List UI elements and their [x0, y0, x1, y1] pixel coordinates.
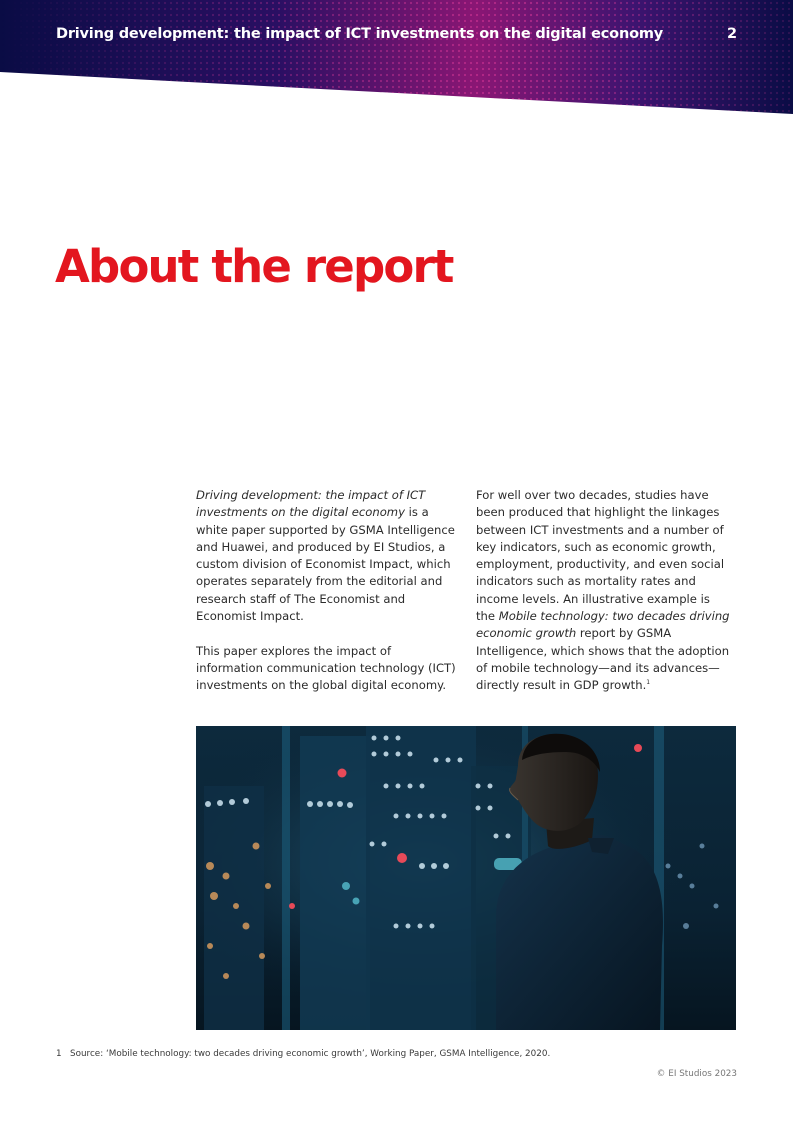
- scope-paragraph: This paper explores the impact of information communication technology (ICT) investments on the global digital economy.: [196, 643, 456, 693]
- footnote-text: Source: ‘Mobile technology: two decades driving economic growth’, Working Paper, GSMA Intelligence, 2020.: [70, 1049, 551, 1059]
- context-paragraph: [476, 487, 731, 695]
- page-number: 2: [727, 26, 738, 42]
- intro-paragraph-text: is a white paper supported by GSMA Intelligence and Huawei, and produced by EI Studios, a custom division of Economist Impact, which operates separately from the editorial and research staff of The Economist and Economist Impact.: [196, 505, 455, 624]
- man-overlooking-city-photo: [196, 726, 736, 1030]
- cited-report-title-italic: Mobile technology: two decades driving economic growth: [476, 609, 730, 641]
- copyright-notice: © EI Studios 2023: [656, 1069, 737, 1079]
- context-paragraph-start: For well over two decades, studies have been produced that highlight the linkages between ICT investments and a number of key indicators, such as economic growth, employment, productivity, and even social indicators such as mortality rates and income levels. An illustrative example is the: [476, 488, 725, 624]
- body-column-left: [196, 487, 461, 712]
- city-night-photo-graphic: [196, 726, 736, 1030]
- intro-paragraph: [196, 487, 461, 625]
- footnote-marker[interactable]: 1: [646, 679, 651, 687]
- header-banner-graphic: [0, 0, 793, 116]
- footnote: [56, 1049, 550, 1059]
- context-paragraph-end: report by GSMA Intelligence, which shows that the adoption of mobile technology—and its advances—directly result in GDP growth.: [476, 626, 730, 693]
- body-column-right: [476, 487, 731, 712]
- header-banner: [0, 0, 793, 116]
- report-title-italic: Driving development: the impact of ICT investments on the digital economy: [196, 488, 426, 520]
- footnote-number: 1: [56, 1049, 62, 1059]
- running-header-title: Driving development: the impact of ICT investments on the digital economy: [56, 26, 663, 42]
- page-title: About the report: [55, 240, 453, 293]
